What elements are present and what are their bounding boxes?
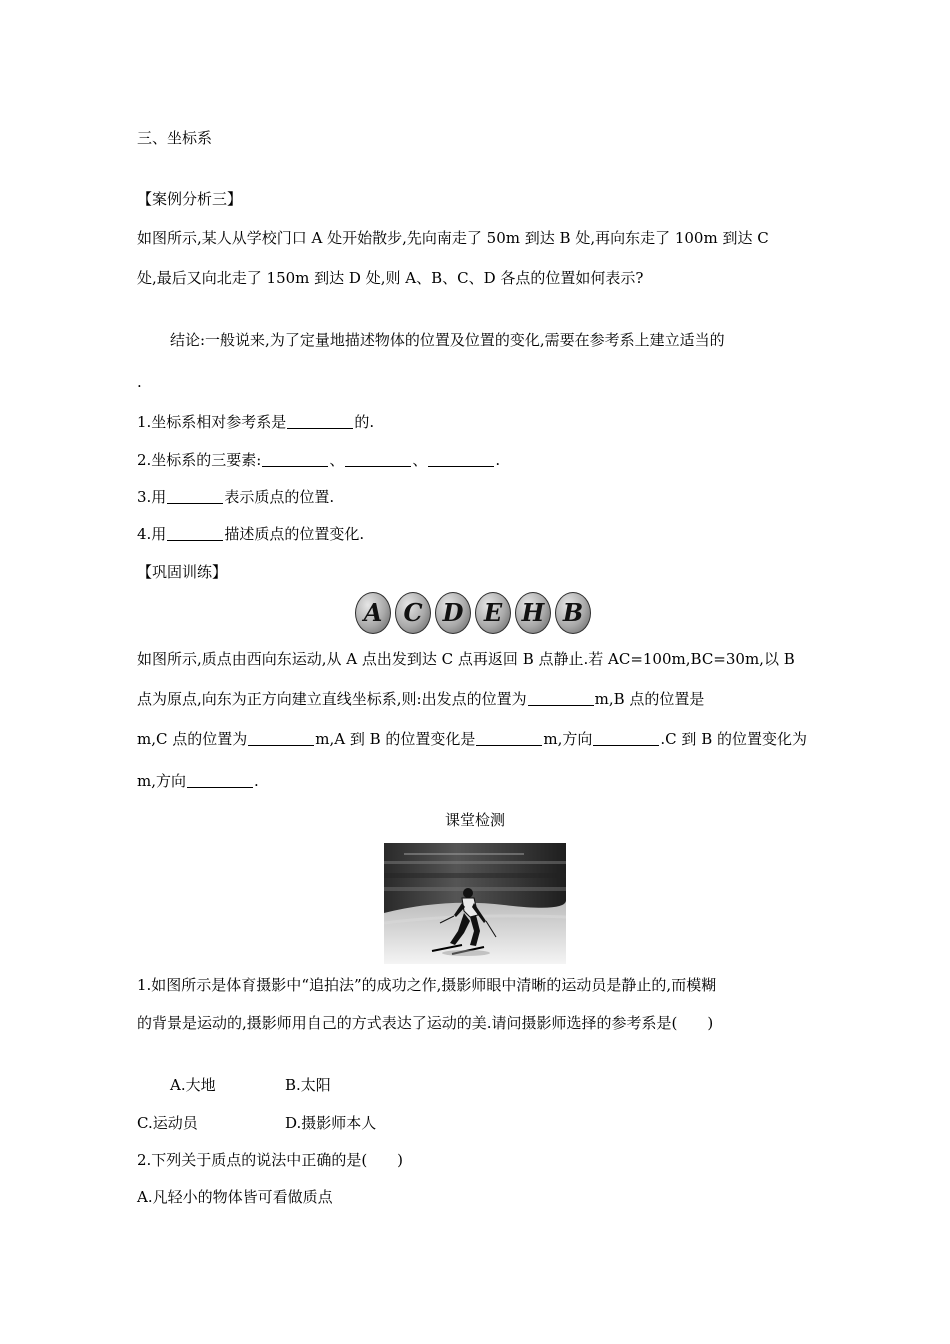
practice-line-3 [137,729,807,749]
item-4 [137,524,364,544]
blank[interactable] [345,452,411,467]
case-analysis-title: 【案例分析三】 [137,190,243,208]
practice-title: 【巩固训练】 [137,563,228,581]
point-d-icon: D [435,592,471,634]
blank[interactable] [262,452,328,467]
section-heading: 三、坐标系 [137,129,213,147]
case-text-line-2: 处,最后又向北走了 150m 到达 D 处,则 A、B、C、D 各点的位置如何表示? [137,269,644,287]
text: m,B 点的位置是 [594,690,705,708]
text: m,方向 [543,730,593,748]
item-1-text: 1.坐标系相对参考系是 [137,413,287,431]
skier-photo [384,843,566,964]
blank[interactable] [287,414,353,429]
blank[interactable] [476,731,542,746]
blank[interactable] [187,773,253,788]
separator: 、 [412,451,428,469]
classroom-check-title: 课堂检测 [444,811,505,829]
item-3 [137,487,334,507]
point-h-icon: H [515,592,551,634]
text: .C 到 B 的位置变化为 [660,730,807,748]
text: . [254,772,259,790]
point-c-icon: C [395,592,431,634]
text: 点为原点,向东为正方向建立直线坐标系,则:出发点的位置为 [137,690,527,708]
case-text-line-1: 如图所示,某人从学校门口 A 处开始散步,先向南走了 50m 到达 B 处,再向东走了 100m 到达 C [137,229,769,247]
question-1-option-c[interactable]: C.运动员 [137,1114,198,1132]
practice-line-2 [137,689,704,709]
question-1-option-a[interactable]: A.大地 [170,1076,216,1094]
item-4-tail: 描述质点的位置变化. [224,525,365,543]
blank[interactable] [528,691,594,706]
item-2-tail: . [495,451,501,469]
text: m,A 到 B 的位置变化是 [315,730,476,748]
question-2-line-1: 2.下列关于质点的说法中正确的是( ) [137,1151,404,1169]
question-1-line-2: 的背景是运动的,摄影师用自己的方式表达了运动的美.请问摄影师选择的参考系是( ) [137,1014,714,1032]
blank[interactable] [167,489,223,504]
blank[interactable] [428,452,494,467]
conclusion-line-1: 结论:一般说来,为了定量地描述物体的位置及位置的变化,需要在参考系上建立适当的 [170,331,725,349]
item-1-tail: 的. [354,413,375,431]
point-a-icon: A [355,592,391,634]
question-1-line-1: 1.如图所示是体育摄影中“追拍法”的成功之作,摄影师眼中清晰的运动员是静止的,而模糊 [137,976,717,994]
conclusion-line-2: . [137,373,142,391]
item-3-text: 3.用 [137,488,167,506]
blank[interactable] [593,731,659,746]
question-2-option-a[interactable]: A.凡轻小的物体皆可看做质点 [137,1188,333,1206]
question-1-option-b[interactable]: B.太阳 [285,1076,331,1094]
separator: 、 [329,451,345,469]
item-2-text: 2.坐标系的三要素: [137,451,262,469]
item-2 [137,450,500,470]
practice-line-4 [137,771,259,791]
point-labels-figure [355,592,595,636]
point-e-icon: E [475,592,511,634]
question-1-option-d[interactable]: D.摄影师本人 [285,1114,377,1132]
blank[interactable] [167,526,223,541]
item-1 [137,412,374,432]
skier-image [384,843,566,964]
item-3-tail: 表示质点的位置. [224,488,335,506]
text: m,C 点的位置为 [137,730,248,748]
text: m,方向 [137,772,186,790]
blank[interactable] [248,731,314,746]
item-4-text: 4.用 [137,525,167,543]
point-b-icon: B [555,592,591,634]
practice-line-1: 如图所示,质点由西向东运动,从 A 点出发到达 C 点再返回 B 点静止.若 AC=100m,BC=30m,以 B [137,650,795,668]
